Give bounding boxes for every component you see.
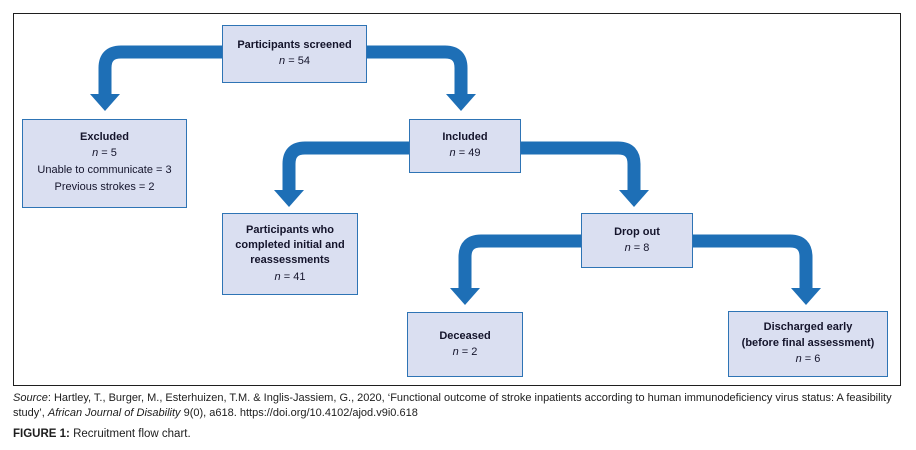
node-count (450, 145, 481, 162)
node-count (279, 53, 310, 70)
figure-caption-text: Recruitment flow chart. (69, 428, 191, 441)
node-title: Participants screened (237, 39, 352, 52)
source-journal: African Journal of Disability (47, 406, 181, 419)
arrowhead-discharged-icon (791, 288, 821, 305)
n-value: = 41 (280, 270, 306, 283)
n-value: = 2 (458, 345, 478, 358)
n-value: = 54 (285, 55, 310, 68)
arrow-dropout-to-deceased (465, 241, 581, 289)
n-symbol: n (92, 147, 99, 160)
caption (13, 391, 905, 442)
node-count (92, 145, 117, 162)
n-symbol: n (624, 241, 631, 254)
arrow-screened-to-excluded (105, 52, 222, 95)
arrowhead-dropout-icon (619, 190, 649, 207)
source-text: : Hartley, T., Burger, M., Esterhuizen, T.M. & Inglis-Jassiem, G., 2020, ‘Functional outcome of stroke inpatients according to human immunodeficiency virus status: A feasibility study’, (13, 392, 892, 419)
node-drop-out (581, 213, 693, 268)
n-symbol: n (452, 345, 459, 358)
arrow-screened-to-included (367, 52, 461, 95)
n-symbol: n (795, 353, 802, 366)
node-title: Discharged early (763, 321, 853, 334)
node-count (453, 344, 478, 361)
n-symbol: n (279, 55, 286, 68)
arrowhead-completed-icon (274, 190, 304, 207)
arrow-dropout-to-discharged (693, 241, 806, 289)
arrow-included-to-dropout (521, 148, 634, 191)
node-participants-screened (222, 25, 367, 83)
node-completed-reassessments (222, 213, 358, 295)
node-count (796, 351, 821, 368)
n-value: = 5 (98, 147, 117, 160)
source-label: Source (13, 392, 48, 404)
node-title: Deceased (439, 329, 491, 342)
figure-caption (13, 428, 905, 442)
n-symbol: n (274, 270, 281, 283)
node-excluded (22, 119, 187, 208)
node-count (625, 240, 650, 257)
node-title: Drop out (614, 225, 660, 238)
source-tail: 9(0), a618. https://doi.org/10.4102/ajod.v9i0.618 (180, 406, 418, 419)
n-value: = 6 (801, 353, 821, 366)
node-subtitle: (before final assessment) (741, 336, 875, 349)
arrow-included-to-completed (289, 148, 409, 191)
node-detail: Unable to communicate = 3 (37, 163, 172, 176)
figure-label: FIGURE 1: (13, 428, 70, 441)
arrowhead-included-icon (446, 94, 476, 111)
n-value: = 49 (455, 147, 481, 160)
node-title: Excluded (80, 130, 129, 143)
node-title: Participants who completed initial and reassessments (235, 223, 345, 267)
node-detail: Previous strokes = 2 (54, 181, 155, 194)
node-included (409, 119, 521, 173)
n-value: = 8 (630, 241, 650, 254)
node-discharged-early (728, 311, 888, 377)
n-symbol: n (449, 147, 456, 160)
arrowhead-excluded-icon (90, 94, 120, 111)
arrowhead-deceased-icon (450, 288, 480, 305)
node-count (275, 269, 306, 286)
node-deceased (407, 312, 523, 377)
node-title: Included (442, 131, 488, 144)
source-line (13, 391, 905, 420)
